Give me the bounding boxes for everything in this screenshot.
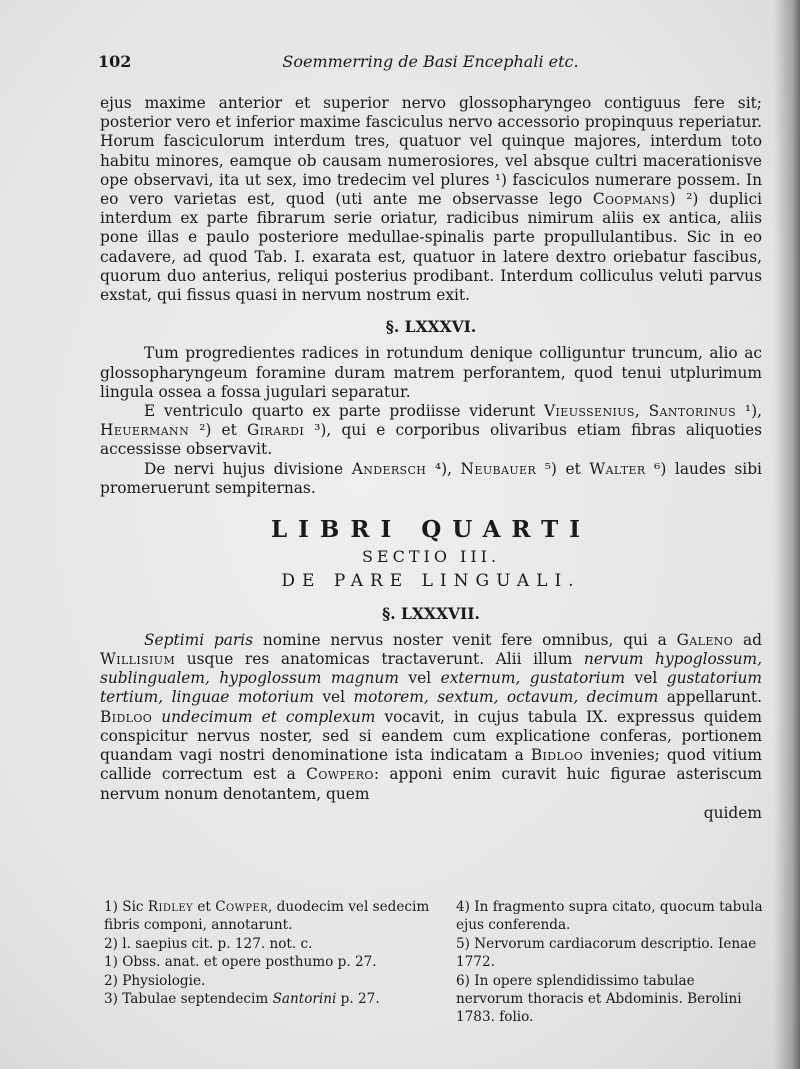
footnote — [104, 990, 442, 1008]
italic-run: Septimi paris — [144, 630, 254, 649]
paragraph — [100, 402, 762, 460]
text-run: ejus maxime anterior et superior nervo glossopharyngeo contiguus fere sit; posterior vero et inferior maxime fasciculus nervo accessorio propinquus reperiatur. Horum fasciculorum interdum tres, quatuor vel quinque majores, interdum toto habitu minores, eamque ob causam numerosiores, vel absque cultri macerationisve ope observavi, ita ut sex, imo tredecim vel plures ¹) fasciculos numerare possem. In eo vero varietas est, quod (uti ante me observasse lego — [100, 94, 762, 209]
text-run: ad — [733, 630, 763, 649]
paragraph — [100, 631, 762, 804]
paragraph-continuation — [100, 94, 762, 305]
text-run: vocavit, in cujus tabula IX. expressus quidem conspicitur nervus noster, sed si eandem cum explicatione conferas, portionem quandam vagi nostri denominatione ista indicatam a — [100, 707, 762, 765]
text-run: ²) et — [189, 421, 247, 440]
text-run: ⁶) laudes sibi promeruerunt sempiternas. — [100, 459, 762, 497]
text-run: ³), qui e corporibus olivaribus etiam fibras aliquoties accessisse observavit. — [100, 421, 762, 459]
text-run: 1) Sic — [104, 899, 148, 915]
text-run: usque res anatomicas tractaverunt. Alii illum — [175, 650, 584, 669]
italic-run: nervum hypoglossum, sublingualem, hypoglossum magnum — [100, 650, 762, 688]
text-run — [152, 708, 161, 726]
author-name: Coopmans — [592, 190, 670, 209]
footnote: 5) Nervorum cardiacorum descriptio. Ienae 1772. — [456, 935, 757, 971]
running-head: Soemmerring de Basi Encephali etc. — [282, 52, 579, 71]
text-run: appellarunt. — [658, 688, 762, 707]
footnote: 6) In opere splendidissimo tabulae nervorum thoracis et Abdominis. Berolini 1783. folio. — [456, 972, 742, 1026]
text-run: De nervi hujus divisione — [144, 459, 352, 478]
author-name: Santorinus — [648, 402, 737, 421]
text-run: ¹), — [736, 402, 762, 421]
text-run: ⁵) et — [536, 459, 590, 478]
author-name: Bidloo — [530, 746, 584, 765]
footnote: 2) Physiologie. — [104, 972, 206, 989]
italic-run: undecimum et complexum — [161, 707, 376, 726]
italic-run: motorem, sextum, octavum, decimum — [353, 688, 659, 707]
italic-run: gustatorium tertium, linguae motorium — [100, 669, 763, 707]
footnote — [104, 898, 442, 935]
book-heading: LIBRI QUARTI — [270, 516, 592, 544]
page-header — [98, 52, 763, 78]
author-name: Ridley — [147, 899, 194, 915]
text-run: : apponi enim curavit huic figurae asteriscum nervum nonum denotantem, quem — [100, 765, 762, 803]
page-number: 102 — [98, 52, 132, 71]
section-mark-86: §. LXXXVI. — [385, 317, 477, 337]
author-name: Vieussenius — [544, 402, 635, 421]
section-heading: SECTIO III. — [361, 547, 501, 567]
footnote: 4) In fragmento supra citato, quocum tabula ejus conferenda. — [456, 899, 763, 934]
text-run: p. 27. — [336, 991, 380, 1008]
chapter-title: DE PARE LINGUALI. — [281, 571, 581, 592]
author-name: Neubauer — [460, 459, 537, 478]
footnote: 1) Obss. anat. et opere posthumo p. 27. — [104, 954, 377, 971]
text-run: vel — [625, 669, 667, 688]
page-body — [100, 94, 762, 823]
author-name: Girardi — [246, 421, 305, 440]
italic-run: Santorini — [272, 991, 337, 1008]
text-run: et — [193, 899, 216, 915]
author-name: Walter — [589, 459, 646, 478]
author-name: Heuermann — [100, 421, 190, 440]
text-run: vel — [313, 688, 354, 707]
text-run: nomine nervus noster venit fere omnibus, qui a — [253, 630, 677, 649]
text-run: vel — [398, 669, 441, 688]
author-name: Cowper — [215, 899, 269, 915]
paragraph — [100, 460, 762, 498]
text-run: , — [634, 402, 649, 421]
footnotes-left-column — [104, 898, 442, 1008]
author-name: Bidloo — [100, 707, 153, 726]
footnote: 2) l. saepius cit. p. 127. not. c. — [104, 935, 313, 952]
section-mark-87: §. LXXXVII. — [382, 603, 480, 623]
author-name: Galeno — [676, 630, 734, 649]
catchword: quidem — [703, 803, 762, 822]
author-name: Andersch — [351, 459, 427, 478]
author-name: Willisium — [100, 650, 176, 669]
text-run: ⁴), — [426, 459, 461, 478]
page-spine-shadow — [774, 0, 800, 1069]
text-run: invenies; quod vitium callide correctum est a — [100, 746, 762, 784]
text-run: E ventriculo quarto ex parte prodiisse viderunt — [144, 402, 545, 421]
author-name: Cowpero — [306, 765, 374, 784]
italic-run: externum, gustatorium — [440, 669, 626, 688]
text-run: ) ²) duplici interdum ex parte fibrarum serie oriatur, radicibus nimirum aliis ex antica, aliis pone illas e paulo posteriore medullae-spinalis parte propullulantibus. Sic in eo cadavere, ad quod Tab. I. exarata est, quatuor in latere dextro oriebatur fascibus, quorum duo anterius, reliqui posterius prodibant. Interdum colliculus veluti parvus exstat, qui fissus quasi in nervum nostrum exit. — [100, 190, 762, 305]
text-run: , duodecim vel sedecim fibris componi, annotarunt. — [104, 899, 430, 934]
text-run: 3) Tabulae septendecim — [104, 991, 273, 1008]
paragraph: Tum progredientes radices in rotundum denique colliguntur truncum, alio ac glossopharyngeum foramine duram matrem perforantem, quod tenui utplurimum lingula ossea a fossa jugulari separatur. — [100, 344, 762, 401]
footnotes-right-column — [456, 898, 766, 1027]
